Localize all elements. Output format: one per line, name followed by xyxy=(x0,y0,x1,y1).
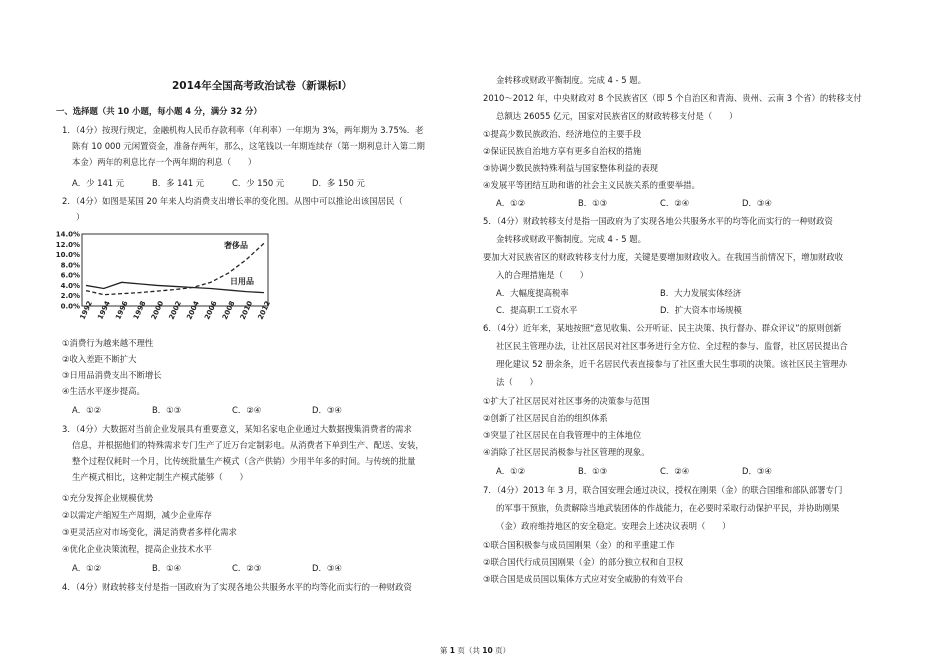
q4-option-c[interactable]: C．②④ xyxy=(660,198,690,208)
series-lines xyxy=(86,243,264,294)
y-tick-label: 4.0% xyxy=(60,281,80,290)
q2-item-2: ②收入差距不断扩大 xyxy=(62,354,137,364)
q1-line-1: 1．（4分）按现行规定，金融机构人民币存款利率（年利率）一年期为 3%，两年期为 3.75%．老 xyxy=(62,125,424,135)
y-tick-label: 6.0% xyxy=(60,271,80,280)
q2-line-1: 2．（4分）如图是某国 20 年来人均消费支出增长率的变化图。从图中可以推论出该国居民（ xyxy=(62,196,403,206)
q3-option-c[interactable]: C．②③ xyxy=(232,563,262,573)
x-tick-label: 2006 xyxy=(203,299,219,321)
footer-prefix: 第 xyxy=(439,646,448,655)
q4-item-3: ③协调少数民族特殊利益与国家整体利益的表现 xyxy=(483,163,659,173)
q4-item-2: ②保证民族自治地方享有更多自治权的措施 xyxy=(483,146,642,156)
page-title: 2014年全国高考政治试卷（新课标Ⅰ） xyxy=(172,80,353,92)
q2-option-d[interactable]: D．③④ xyxy=(312,405,342,415)
y-axis-ticks xyxy=(56,231,80,311)
q2-item-3: ③日用品消费支出不断增长 xyxy=(62,370,162,380)
x-tick-label: 2010 xyxy=(238,299,255,321)
q1-line-3: 本金）两年的利息比存一个两年期的利息（ ） xyxy=(72,157,257,167)
q6-item-4: ④消除了社区居民消极参与社区管理的现象。 xyxy=(483,447,650,457)
x-tick-label: 1998 xyxy=(131,299,148,321)
footer-page-number: 1 xyxy=(449,646,455,655)
q7-item-1: ①联合国积极参与成员国刚果（金）的和平重建工作 xyxy=(483,540,675,550)
q4-option-b[interactable]: B．①③ xyxy=(578,198,608,208)
series-label-luxury: 奢侈品 xyxy=(224,241,248,250)
x-tick-label: 1994 xyxy=(96,299,112,321)
q3-option-d[interactable]: D．③④ xyxy=(312,563,342,573)
q5-options-row-1 xyxy=(496,288,741,299)
series-label-daily: 日用品 xyxy=(230,277,254,286)
q3-option-a[interactable]: A．①② xyxy=(72,563,102,573)
q5-options-row-2 xyxy=(496,305,742,316)
consumption-growth-chart xyxy=(56,230,276,330)
q3-options xyxy=(72,563,392,574)
q5-line-4: 入的合理措施是（ ） xyxy=(496,270,589,280)
q7-line-1: 7．（4分）2013 年 3 月，联合国安理会通过决议，授权在刚果（金）的联合国维和部队部署专门 xyxy=(483,485,843,495)
q4-item-4: ④发展平等团结互助和谐的社会主义民族关系的重要举措。 xyxy=(483,180,700,190)
y-tick-label: 0.0% xyxy=(60,302,80,311)
q4-option-a[interactable]: A．①② xyxy=(496,198,526,208)
q7-item-3: ③联合国是成员国以集体方式应对安全威胁的有效平台 xyxy=(483,574,684,584)
q7-line-2: 的军事干预旅，负责解除当地武装团体的作战能力，在必要时采取行动保护平民，并协助刚果 xyxy=(496,503,840,513)
q1-option-d[interactable]: D．多 150 元 xyxy=(312,178,365,188)
q6-option-d[interactable]: D．③④ xyxy=(742,466,772,476)
y-tick-label: 14.0% xyxy=(56,230,80,239)
q3-item-1: ①充分发挥企业规模优势 xyxy=(62,493,154,503)
q5-line-1: 5．（4分）财政转移支付是指一国政府为了实现各地公共服务水平的均等化而实行的一种财政资 xyxy=(483,216,833,226)
footer-mid: 页（共 xyxy=(457,646,480,655)
q5-option-c[interactable]: C．提高职工工资水平 xyxy=(496,305,578,315)
x-tick-label: 1992 xyxy=(78,299,95,321)
q6-line-3: 理化建议 52 册余条，近千名居民代表直接参与了社区重大民生事项的决策。该社区民主管理办 xyxy=(496,359,847,369)
q3-item-2: ②以需定产缩短生产周期，减少企业库存 xyxy=(62,510,212,520)
q1-option-b[interactable]: B．多 141 元 xyxy=(152,178,205,188)
q1-option-a[interactable]: A．少 141 元 xyxy=(72,178,125,188)
q6-line-1: 6．（4分）近年来，某地按照“意见收集、公开听证、民主决策、执行督办、群众评议”的原则创新 xyxy=(483,323,842,333)
footer-suffix: 页） xyxy=(495,646,511,655)
q4-line-4: 总额达 26055 亿元，国家对民族省区的财政转移支付是（ ） xyxy=(496,111,738,121)
y-tick-label: 10.0% xyxy=(56,251,80,260)
q3-option-b[interactable]: B．①④ xyxy=(152,563,182,573)
q2-line-2: ） xyxy=(76,212,85,222)
x-axis-ticks xyxy=(79,300,273,321)
q5-line-3: 要加大对民族省区的财政转移支付力度，关键是要增加财政收入。在我国当前情况下，增加财政收 xyxy=(483,252,844,262)
q7-line-3: （金）政府维持地区的安全稳定。安理会上述决议表明（ ） xyxy=(496,521,731,531)
q6-line-2: 社区民主管理办法，让社区居民对社区事务进行全方位、全过程的参与、监督，社区居民提出合 xyxy=(496,341,848,351)
q3-line-1: 3．（4分）大数据对当前企业发展具有重要意义，某知名家电企业通过大数据搜集消费者的需求 xyxy=(62,424,412,434)
footer-total-pages: 10 xyxy=(482,646,493,655)
q3-line-4: 生产模式相比，这种定制生产模式能够（ ） xyxy=(72,472,248,482)
q6-option-a[interactable]: A．①② xyxy=(496,466,526,476)
q4-line-3: 2010～2012 年，中央财政对 8 个民族省区（即 5 个自治区和青海、贵州、云南 3 个省）的转移支付 xyxy=(483,93,862,103)
q2-option-b[interactable]: B．①③ xyxy=(152,405,182,415)
q5-line-2: 金转移或财政平衡制度。完成 4 - 5 题。 xyxy=(496,234,646,244)
q6-item-1: ①扩大了社区居民对社区事务的决策参与范围 xyxy=(483,396,650,406)
q4-options xyxy=(496,198,824,209)
q2-item-4: ④生活水平逐步提高。 xyxy=(62,386,145,396)
q2-option-a[interactable]: A．①② xyxy=(72,405,102,415)
q5-option-a[interactable]: A．大幅度提高税率 xyxy=(496,288,569,298)
q3-item-4: ④优化企业决策流程，提高企业技术水平 xyxy=(62,544,212,554)
y-tick-label: 8.0% xyxy=(60,261,80,270)
q6-item-3: ③突显了社区居民在自我管理中的主体地位 xyxy=(483,430,642,440)
q1-line-2: 陈有 10 000 元闲置资金，准备存两年，那么，这笔钱以一年期连续存（第一期利息计入第二期 xyxy=(72,141,425,151)
q3-item-3: ③更灵活应对市场变化，满足消费者多样化需求 xyxy=(62,527,238,537)
q3-line-2: 信息，并根据他们的特殊需求专门生产了近万台定制彩电。从消费者下单到生产、配送、安装， xyxy=(72,440,424,450)
y-tick-label: 12.0% xyxy=(56,240,80,249)
x-tick-label: 2004 xyxy=(185,299,201,321)
q6-item-2: ②创新了社区居民自治的组织体系 xyxy=(483,413,608,423)
q2-option-c[interactable]: C．②④ xyxy=(232,405,262,415)
q6-options xyxy=(496,466,824,477)
y-tick-label: 2.0% xyxy=(60,292,80,301)
q4-line-1: 4．（4分）财政转移支付是指一国政府为了实现各地公共服务水平的均等化而实行的一种财政资 xyxy=(62,582,412,592)
x-tick-label: 1996 xyxy=(114,299,130,321)
page-footer xyxy=(0,645,950,656)
q2-options xyxy=(72,405,392,416)
q4-line-2: 金转移或财政平衡制度。完成 4 - 5 题。 xyxy=(496,75,646,85)
q4-option-d[interactable]: D．③④ xyxy=(742,198,772,208)
section-heading: 一、选择题（共 10 小题，每小题 4 分，满分 32 分） xyxy=(56,106,262,116)
q6-option-c[interactable]: C．②④ xyxy=(660,466,690,476)
q6-option-b[interactable]: B．①③ xyxy=(578,466,608,476)
q6-line-4: 法（ ） xyxy=(496,377,538,387)
q2-item-1: ①消费行为越来越不理性 xyxy=(62,338,154,348)
q1-option-c[interactable]: C．少 150 元 xyxy=(232,178,285,188)
q7-item-2: ②联合国代行成员国刚果（金）的部分独立权和自卫权 xyxy=(483,557,684,567)
q1-options xyxy=(72,178,392,189)
x-tick-label: 2000 xyxy=(149,299,166,321)
q5-option-d[interactable]: D．扩大资本市场规模 xyxy=(660,305,742,315)
q3-line-3: 整个过程仅耗时一个月，比传统批量生产模式（含产供销）少用半年多的时间。与传统的批量 xyxy=(72,456,416,466)
x-tick-label: 2012 xyxy=(256,299,273,321)
x-tick-label: 2002 xyxy=(167,299,184,321)
q5-option-b[interactable]: B．大力发展实体经济 xyxy=(660,288,742,298)
q4-item-1: ①提高少数民族政治、经济地位的主要手段 xyxy=(483,129,642,139)
x-tick-label: 2008 xyxy=(220,299,237,321)
